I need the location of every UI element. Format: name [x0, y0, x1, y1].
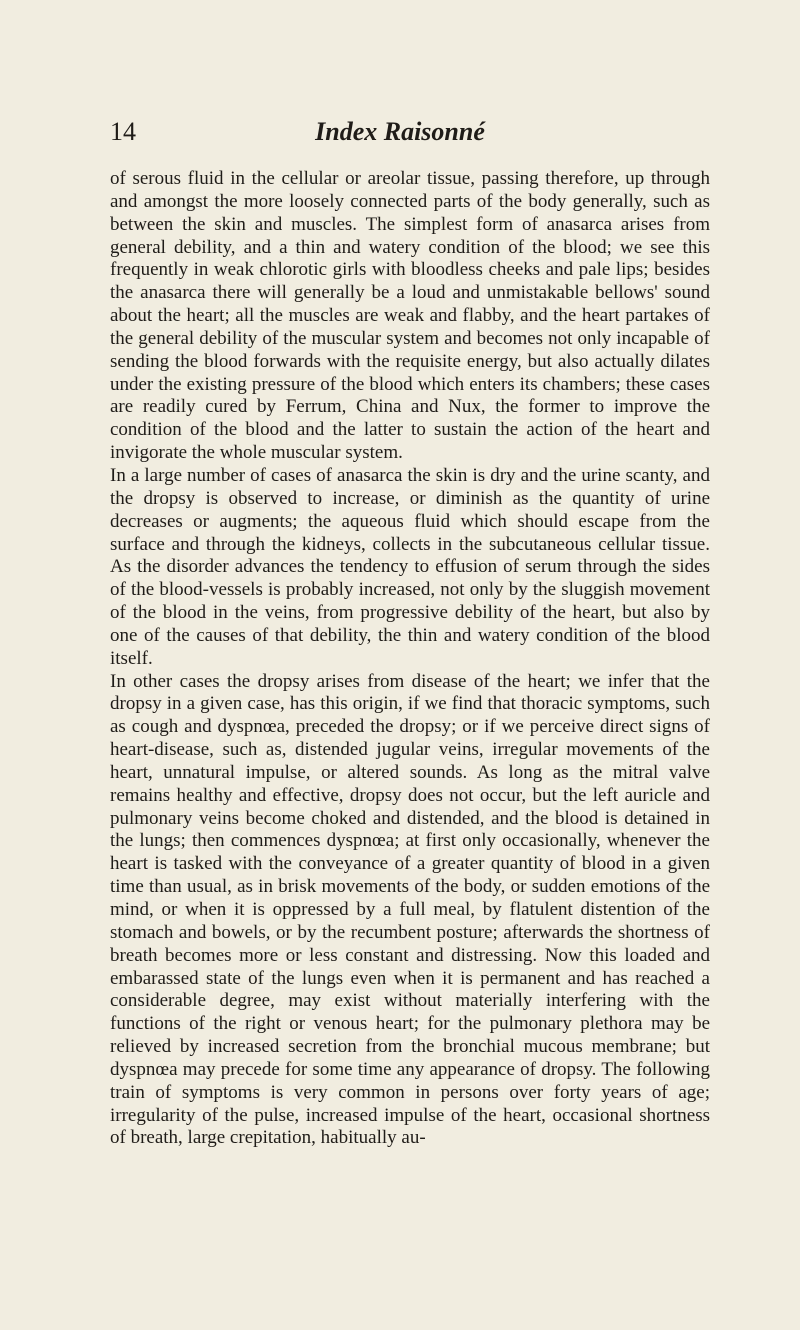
paragraph: In other cases the dropsy arises from disease of the heart; we infer that the dropsy in a given case, has this origin, if we find that thoracic symptoms, such as cough and dyspnœa, preceded the dropsy; or if we perceive direct signs of heart-disease, such as, distended jugular veins, irregular movements of the heart, unnatural impulse, or altered sounds. As long as the mitral valve remains healthy and effective, dropsy does not occur, but the left auricle and pulmonary veins become choked and distended, and the blood is detained in the lungs; then commences dyspnœa; at first only occasionally, whenever the heart is tasked with the conveyance of a greater quantity of blood in a given time than usual, as in brisk movements of the body, or sudden emotions of the mind, or when it is oppressed by a full meal, by flatulent distention of the stomach and bowels, or by the recumbent posture; afterwards the shortness of breath becomes more or less constant and distressing. Now this loaded and embarassed state of the lungs even when it is permanent and has reached a considerable degree, may exist without materially interfering with the functions of the right or venous heart; for the pulmonary plethora may be relieved by increased secretion from the bronchial mucous membrane; but dyspnœa may precede for some time any appearance of dropsy. The following train of symptoms is very common in persons over forty years of age; irregularity of the pulse, increased impulse of the heart, occasional shortness of breath, large crepitation, habitually au- [110, 670, 710, 1149]
body-text [110, 168, 710, 1150]
page-number: 14 [110, 117, 136, 146]
paragraph: In a large number of cases of anasarca the skin is dry and the urine scanty, and the dropsy is observed to increase, or diminish as the quantity of urine decreases or augments; the aqueous fluid which should escape from the surface and through the kidneys, collects in the subcutaneous cellular tissue. As the disorder advances the tendency to effusion of serum through the sides of the blood-vessels is probably increased, not only by the sluggish movement of the blood in the veins, from progressive debility of the heart, but also by one of the causes of that debility, the thin and watery condition of the blood itself. [110, 464, 710, 669]
running-title: Index Raisonné [315, 117, 485, 146]
paragraph: of serous fluid in the cellular or areolar tissue, passing therefore, up through and amongst the more loosely connected parts of the body generally, such as between the skin and muscles. The simplest form of anasarca arises from general debility, and a thin and watery condition of the blood; we see this frequently in weak chlorotic girls with bloodless cheeks and pale lips; besides the anasarca there will generally be a loud and unmistakable bellows' sound about the heart; all the muscles are weak and flabby, and the heart partakes of the general debility of the muscular system and becomes not only incapable of sending the blood forwards with the requisite energy, but also actually dilates under the existing pressure of the blood which enters its chambers; these cases are readily cured by Ferrum, China and Nux, the former to improve the condition of the blood and the latter to sustain the action of the heart and invigorate the whole muscular system. [110, 168, 710, 464]
